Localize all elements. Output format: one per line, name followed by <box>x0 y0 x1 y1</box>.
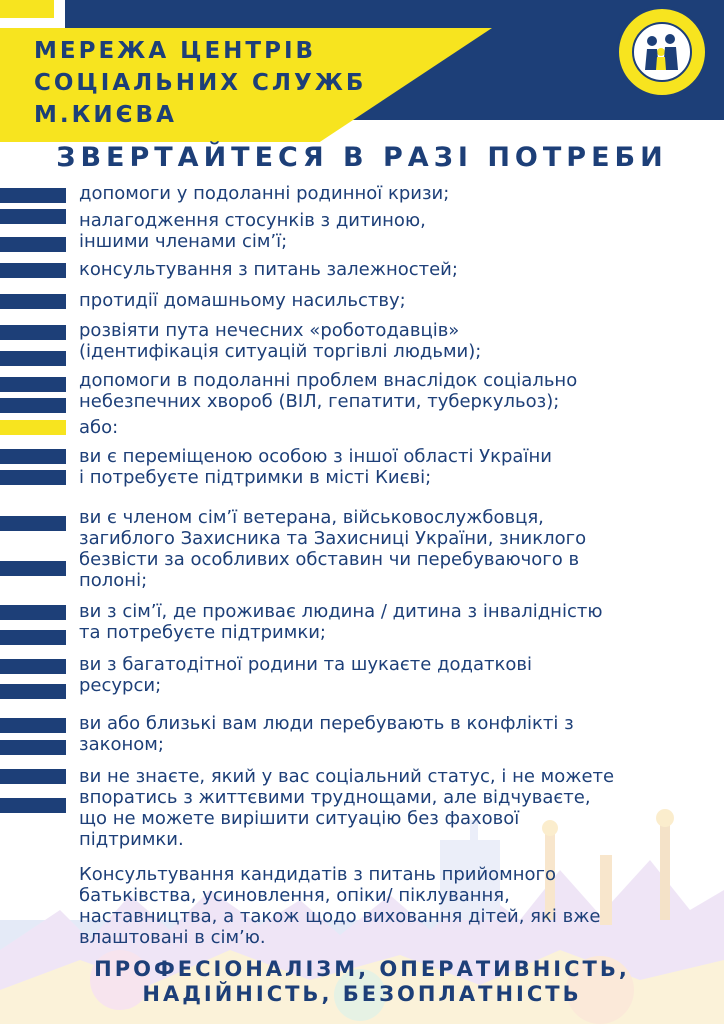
list-bullet-bar <box>0 398 66 413</box>
list-bullet-bar-yellow <box>0 420 66 435</box>
call-to-action-heading: ЗВЕРТАЙТЕСЯ В РАЗІ ПОТРЕБИ <box>56 142 668 173</box>
list-bullet-bar <box>0 263 66 278</box>
organization-logo <box>616 6 708 98</box>
consultation-note: Консультування кандидатів з питань прийомного батьківства, усиновлення, опіки/ піклування, наставництва, а також щодо виховання дітей, які вже влаштовані в сім’ю. <box>79 864 601 948</box>
service-item: налагодження стосунків з дитиною, іншими членами сім’ї; <box>79 210 426 252</box>
service-item: консультування з питань залежностей; <box>79 259 458 280</box>
service-item: допомоги у подоланні родинної кризи; <box>79 183 450 204</box>
list-bullet-bar <box>0 684 66 699</box>
list-bullet-bar <box>0 561 66 576</box>
list-bullet-bar <box>0 769 66 784</box>
list-bullet-bar <box>0 237 66 252</box>
service-item: розвіяти пута нечесних «роботодавців» (ідентифікація ситуацій торгівлі людьми); <box>79 320 482 362</box>
list-bullet-bar <box>0 470 66 485</box>
list-bullet-bar <box>0 659 66 674</box>
list-bullet-bar <box>0 294 66 309</box>
footer-slogan: ПРОФЕСІОНАЛІЗМ, ОПЕРАТИВНІСТЬ, НАДІЙНІСТЬ, БЕЗОПЛАТНІСТЬ <box>94 957 630 1006</box>
service-item: допомоги в подоланні проблем внаслідок соціально небезпечних хвороб (ВІЛ, гепатити, туберкульоз); <box>79 370 578 412</box>
list-bullet-bar <box>0 605 66 620</box>
header-yellow-strip <box>0 0 54 18</box>
service-item: ви з сім’ї, де проживає людина / дитина з інвалідністю та потребуєте підтримки; <box>79 601 603 643</box>
service-item-or: або: <box>79 417 119 438</box>
service-item: ви є членом сім’ї ветерана, військовослужбовця, загиблого Захисника та Захисниці України, зниклого безвісти за особливих обставин чи перебуваючого в полоні; <box>79 507 587 591</box>
list-bullet-bar <box>0 740 66 755</box>
list-bullet-bar <box>0 209 66 224</box>
list-bullet-bar <box>0 351 66 366</box>
list-bullet-bar <box>0 188 66 203</box>
list-bullet-bar <box>0 718 66 733</box>
list-bullet-bar <box>0 377 66 392</box>
list-bullet-bar <box>0 630 66 645</box>
service-item: ви не знаєте, який у вас соціальний статус, і не можете впоратись з життєвими труднощами, але відчуваєте, що не можете вирішити ситуацію без фахової підтримки. <box>79 766 615 850</box>
service-item: протидії домашньому насильству; <box>79 290 406 311</box>
family-icon <box>632 22 692 82</box>
service-item: ви з багатодітної родини та шукаєте додаткові ресурси; <box>79 654 532 696</box>
service-item: ви є переміщеною особою з іншої області України і потребуєте підтримки в місті Києві; <box>79 446 552 488</box>
list-bullet-bar <box>0 449 66 464</box>
list-bullet-bar <box>0 516 66 531</box>
list-bullet-bar <box>0 325 66 340</box>
organization-title: МЕРЕЖА ЦЕНТРІВ СОЦІАЛЬНИХ СЛУЖБ М.КИЄВА <box>34 38 367 128</box>
service-item: ви або близькі вам люди перебувають в конфлікті з законом; <box>79 713 574 755</box>
